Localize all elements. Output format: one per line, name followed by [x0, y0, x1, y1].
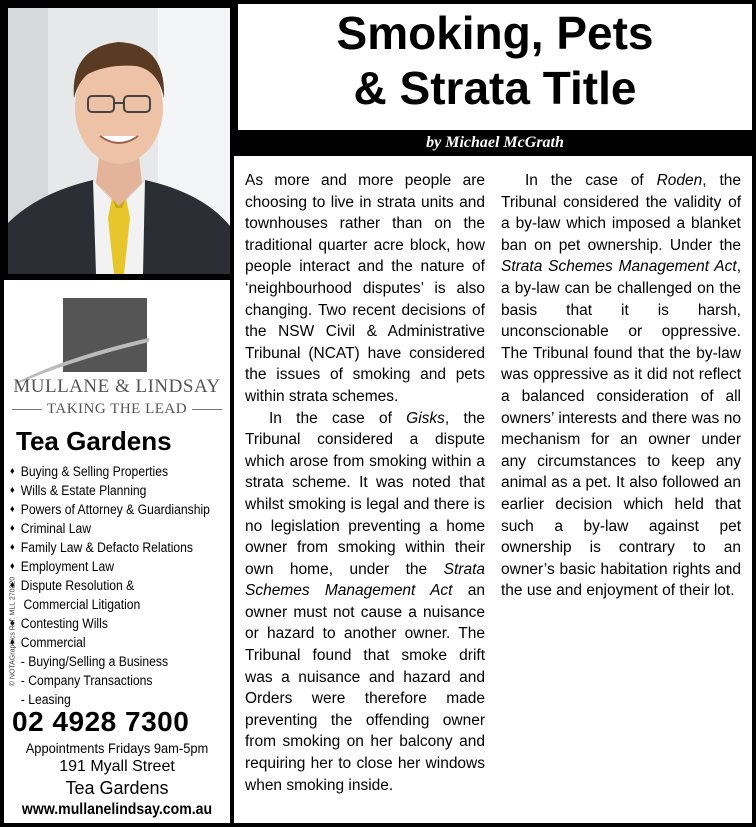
byline: by Michael McGrath — [426, 134, 564, 151]
tagline-row — [12, 400, 222, 418]
article-column-2 — [501, 170, 741, 602]
text-run: , the Tribunal considered a dispute which arose from smoking within a strata scheme. It was noted that whilst smoking is legal and there is no legislation preventing a home owner from smoking within their own home, under the — [245, 409, 485, 578]
text-run: , a by-law can be challenged on the basis that it is harsh, unconscionable or oppressive. The Tribunal found that the by-law was oppressive as it did not reflect a balanced consideration of all owners’ interests and there was no mechanism for an owner under any circumstances to keep any animal as a pet. It also followed an earlier decision which held that such a by-law against pet ownership is contrary to an owner’s basic habitation rights and the use and enjoyment of their lot. — [501, 258, 741, 600]
divider — [12, 409, 42, 410]
service-subitem: - Leasing — [20, 692, 71, 707]
article-title — [238, 4, 752, 116]
service-item: ♦ Commercial — [10, 633, 208, 652]
street-address: 191 Myall Street — [59, 758, 175, 775]
service-subitem: - Buying/Selling a Business — [20, 654, 169, 669]
act-name: Strata Schemes Management Act — [245, 560, 485, 600]
service-item: ♦ Employment Law — [10, 557, 208, 576]
office-location: Tea Gardens — [16, 426, 172, 456]
act-name: Strata Schemes Management Act — [501, 258, 737, 276]
law-firm-ad — [4, 280, 230, 823]
title-line-1: Smoking, Pets — [336, 7, 654, 59]
service-item: ♦ Dispute Resolution & — [10, 576, 208, 595]
service-item: ♦ Powers of Attorney & Guardianship — [10, 500, 208, 519]
case-name: Roden — [656, 172, 703, 189]
article-column-1 — [245, 170, 485, 796]
author-photo — [8, 8, 230, 274]
text-run: In the case of — [269, 409, 407, 427]
article-body — [234, 156, 752, 823]
text-run: an owner must not cause a nuisance or hazard to another owner. The Tribunal found that smoke drift was a nuisance and hazard and Orders were therefore made preventing the offending owner from smoking on her balcony and requiring her to close her windows when smoking inside. — [245, 582, 485, 794]
firm-tagline: TAKING THE LEAD — [46, 400, 188, 417]
text-run: In the case of — [525, 172, 657, 189]
service-item: ♦ Family Law & Defacto Relations — [10, 538, 208, 557]
service-item: ♦ Buying & Selling Properties — [10, 462, 208, 481]
service-subitem: - Company Transactions — [20, 673, 153, 688]
town-address: Tea Gardens — [65, 778, 169, 798]
title-line-2: & Strata Title — [353, 62, 637, 114]
case-name: Gisks — [406, 409, 445, 427]
services-list — [10, 462, 230, 709]
text-run: , the Tribunal considered the validity of a by-law which imposed a blanket ban on pet ownership. Under the — [501, 172, 741, 254]
service-item: ♦ Wills & Estate Planning — [10, 481, 208, 500]
divider — [192, 409, 222, 410]
phone-number: 02 4928 7300 — [12, 706, 190, 737]
paragraph-smoking — [245, 408, 485, 797]
service-item: ♦ Criminal Law — [10, 519, 208, 538]
paragraph-intro: As more and more people are choosing to live in strata units and townhouses rather than on the traditional quarter acre block, how people interact and the nature of ‘neighbourhood disputes’ is also changing. Two recent decisions of the NSW Civil & Administrative Tribunal (NCAT) have considered the issues of smoking and pets within strata schemes. — [245, 172, 485, 405]
appointment-hours: Appointments Fridays 9am-5pm — [25, 740, 209, 756]
service-item: ♦ Contesting Wills — [10, 614, 208, 633]
design-credit: © NOTAGraphics Ref: MLL 270220 — [9, 576, 17, 687]
firm-name: MULLANE & LINDSAY — [13, 376, 221, 397]
paragraph-pets — [501, 170, 741, 602]
service-item: Commercial Litigation — [23, 597, 141, 612]
title-box — [238, 4, 752, 130]
website-link: www.mullanelindsay.com.au — [21, 801, 213, 818]
